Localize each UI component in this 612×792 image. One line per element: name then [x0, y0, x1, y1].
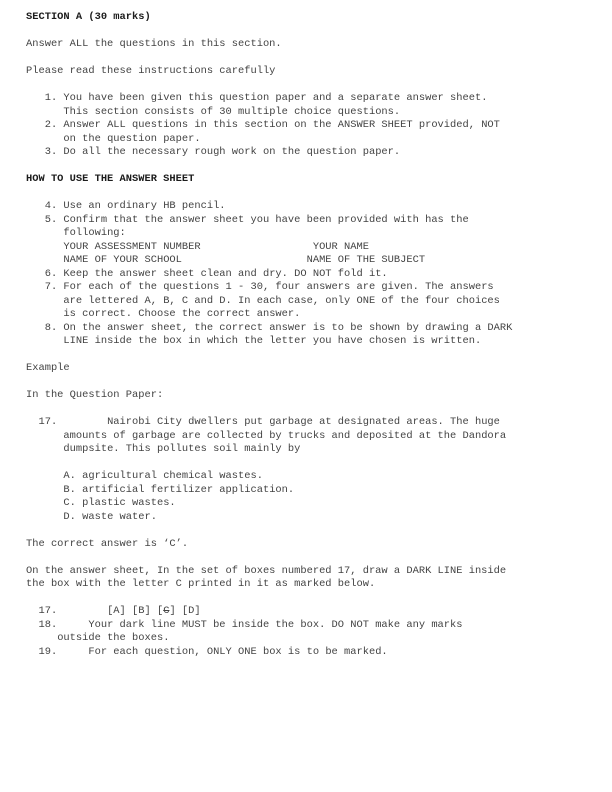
question-17-line: amounts of garbage are collected by trucks and deposited at the Dandora [26, 429, 507, 442]
answer-sheet-note-line: the box with the letter C printed in it as marked below. [26, 578, 376, 590]
struck-letter-c: C [163, 605, 170, 617]
example-question-17 [26, 416, 594, 457]
read-instructions-note: Please read these instructions carefully [26, 65, 276, 77]
example-label: Example [26, 362, 70, 374]
usage-instruction-line: following: [26, 227, 126, 239]
answer-all-note: Answer ALL the questions in this section. [26, 38, 282, 50]
answer-sheet-note-line: On the answer sheet, In the set of boxes numbered 17, draw a DARK LINE inside [26, 564, 507, 577]
instruction-line: on the question paper. [26, 132, 201, 145]
marking-example-list [26, 605, 594, 659]
usage-instruction-line: 7. For each of the questions 1 - 30, four answers are given. The answers [26, 281, 494, 293]
option-line-c: C. plastic wastes. [26, 497, 176, 509]
option-line-d: D. waste water. [26, 510, 157, 523]
answer-sheet-note [26, 565, 594, 592]
instruction-line: 3. Do all the necessary rough work on the question paper. [26, 146, 401, 158]
option-line-a: A. agricultural chemical wastes. [26, 470, 263, 482]
how-to-heading: HOW TO USE THE ANSWER SHEET [26, 173, 195, 185]
answer-boxes-row [26, 605, 594, 619]
usage-instruction-line: 5. Confirm that the answer sheet you have been provided with has the [26, 213, 469, 226]
usage-instruction-line: YOUR ASSESSMENT NUMBER YOUR NAME [26, 240, 369, 253]
usage-instruction-line: is correct. Choose the correct answer. [26, 308, 301, 320]
answer-options-list [26, 470, 594, 524]
question-paper-label: In the Question Paper: [26, 389, 164, 401]
answer-sheet-usage-list [26, 200, 594, 349]
usage-instruction-line: NAME OF YOUR SCHOOL NAME OF THE SUBJECT [26, 254, 426, 266]
usage-instruction-line: 6. Keep the answer sheet clean and dry. DO NOT fold it. [26, 267, 388, 280]
question-17-line: 17. Nairobi City dwellers put garbage at designated areas. The huge [26, 416, 500, 428]
usage-instruction-line: 8. On the answer sheet, the correct answer is to be shown by drawing a DARK [26, 321, 513, 334]
instruction-line: 1. You have been given this question paper and a separate answer sheet. [26, 92, 488, 104]
instruction-line: 2. Answer ALL questions in this section on the ANSWER SHEET provided, NOT [26, 119, 500, 131]
question-17-line: dumpsite. This pollutes soil mainly by [26, 443, 301, 455]
usage-instruction-line: are lettered A, B, C and D. In each case, only ONE of the four choices [26, 294, 500, 307]
usage-instruction-line: 4. Use an ordinary HB pencil. [26, 200, 226, 212]
marking-note-line: 18. Your dark line MUST be inside the box. DO NOT make any marks [26, 618, 463, 631]
answer-boxes-post: ] [D] [169, 605, 201, 617]
marking-note-line: 19. For each question, ONLY ONE box is to be marked. [26, 645, 388, 658]
general-instructions-list [26, 92, 594, 160]
usage-instruction-line: LINE inside the box in which the letter you have chosen is written. [26, 335, 482, 347]
section-a-heading: SECTION A (30 marks) [26, 11, 151, 23]
marking-note-line: outside the boxes. [26, 632, 170, 644]
correct-answer-note: The correct answer is ‘C’. [26, 537, 189, 550]
answer-boxes-pre: 17. [A] [B] [ [26, 605, 164, 617]
option-line-b: B. artificial fertilizer application. [26, 483, 295, 496]
instruction-line: This section consists of 30 multiple choice questions. [26, 105, 401, 118]
